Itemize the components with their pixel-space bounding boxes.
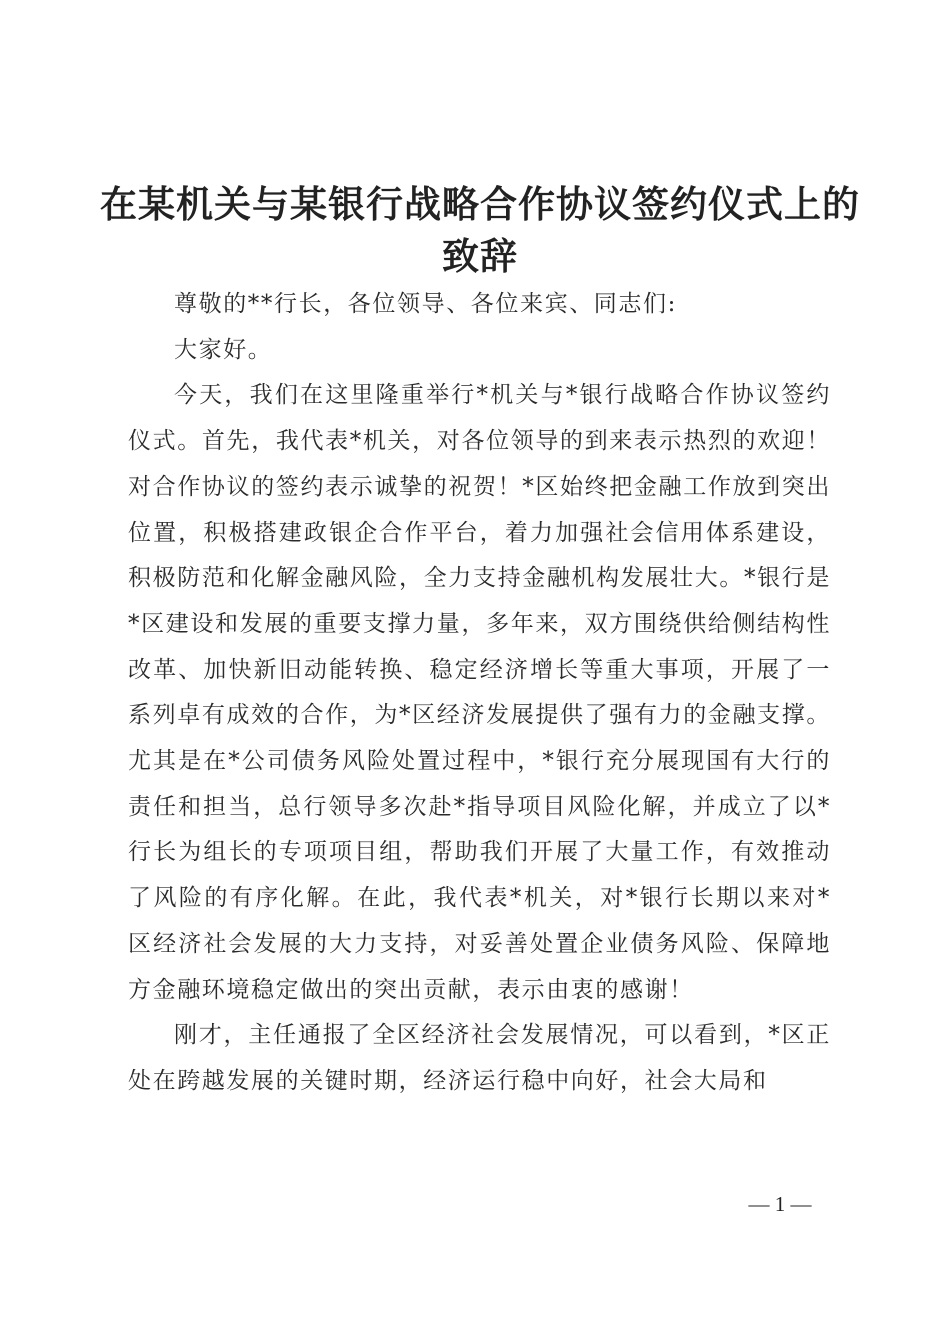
- paragraph-2: 刚才，主任通报了全区经济社会发展情况，可以看到，*区正处在跨越发展的关键时期，经济运行稳中向好，社会大局和: [128, 1022, 831, 1094]
- paragraph-1: 今天，我们在这里隆重举行*机关与*银行战略合作协议签约仪式。首先，我代表*机关，对各位领导的到来表示热烈的欢迎！对合作协议的签约表示诚挚的祝贺！*区始终把金融工作放到突出位置，积极搭建政银企合作平台，着力加强社会信用体系建设，积极防范和化解金融风险，全力支持金融机构发展壮大。*银行是*区建设和发展的重要支撑力量，多年来，双方围绕供给侧结构性改革、加快新旧动能转换、稳定经济增长等重大事项，开展了一系列卓有成效的合作，为*区经济发展提供了强有力的金融支撑。尤其是在*公司债务风险处置过程中，*银行充分展现国有大行的责任和担当，总行领导多次赴*指导项目风险化解，并成立了以*行长为组长的专项项目组，帮助我们开展了大量工作，有效推动了风险的有序化解。在此，我代表*机关，对*银行长期以来对*区经济社会发展的大力支持，对妥善处置企业债务风险、保障地方金融环境稳定做出的突出贡献，表示由衷的感谢！: [128, 382, 831, 1003]
- title-line-1: 在某机关与某银行战略合作协议签约仪式上的: [100, 182, 860, 226]
- document-body: [128, 282, 831, 1105]
- title-line-2: 致辞: [442, 234, 518, 278]
- greeting: 大家好。: [174, 336, 273, 363]
- salutation: 尊敬的**行长，各位领导、各位来宾、同志们:: [174, 291, 677, 317]
- document-title: [100, 178, 860, 282]
- page-number: — 1 —: [748, 1192, 812, 1216]
